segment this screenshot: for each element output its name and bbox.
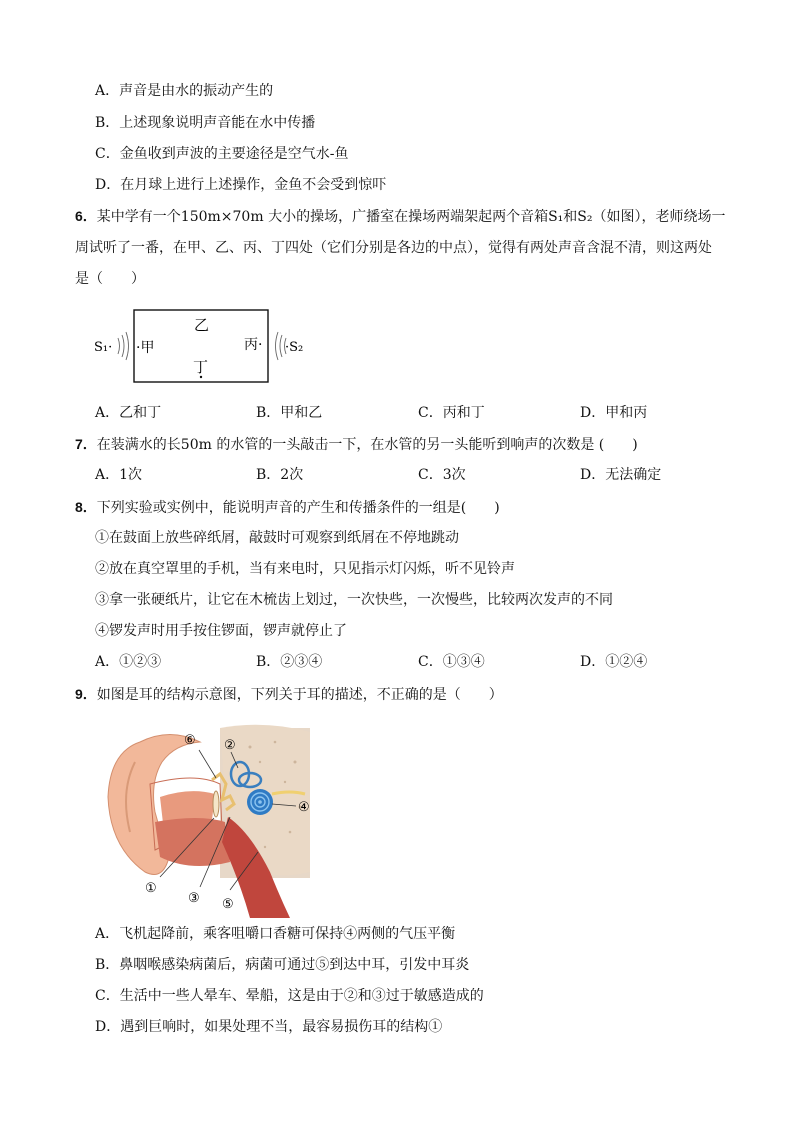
label-3: ③ [188, 891, 200, 906]
q6-number: 6． [75, 208, 97, 224]
q8-item-4: ④锣发声时用手按住锣面，锣声就停止了 [95, 623, 347, 639]
q7-number: 7． [75, 436, 97, 452]
label-yi: 乙 [194, 316, 210, 334]
cochlea [247, 789, 273, 815]
q6-option-d[interactable]: D．甲和丙 [580, 405, 648, 421]
q7-option-c[interactable]: C．3次 [418, 467, 466, 483]
q6-stem [75, 206, 725, 226]
label-bing: 丙· [244, 337, 263, 353]
q6-text-line2: 周试听了一番，在甲、乙、丙、丁四处（它们分别是各边的中点），觉得有两处声音含混不清，则这两处 [75, 240, 712, 256]
label-6: ⑥ [184, 733, 196, 748]
q9-option-d[interactable]: D．遇到巨响时，如果处理不当，最容易损伤耳的结构① [95, 1019, 443, 1035]
label-ding: 丁 [193, 358, 209, 376]
s1-sound-waves [118, 332, 129, 360]
q7-text: 在装满水的长50m 的水管的一头敲击一下，在水管的另一头能听到响声的次数是 ( ) [96, 437, 638, 453]
eardrum [213, 791, 219, 817]
q8-option-b[interactable]: B．②③④ [256, 654, 323, 670]
q9-text: 如图是耳的结构示意图，下列关于耳的描述，不正确的是（ ） [96, 687, 503, 703]
q6-option-c[interactable]: C．丙和丁 [418, 405, 485, 421]
label-jia: ·甲 [136, 340, 155, 356]
q6-text-line1: 某中学有一个150m×70m 大小的操场，广播室在操场两端架起两个音箱S₁和S₂（如图），老师绕场一 [96, 209, 726, 225]
q8-item-3: ③拿一张硬纸片，让它在木梳齿上划过，一次快些，一次慢些，比较两次发声的不同 [95, 592, 613, 608]
label-s2: ·S₂ [285, 340, 304, 355]
q5-option-c[interactable]: C．金鱼收到声波的主要途径是空气水-鱼 [95, 146, 349, 162]
q5-option-a[interactable]: A．声音是由水的振动产生的 [95, 83, 274, 99]
q5-option-b[interactable]: B．上述现象说明声音能在水中传播 [95, 115, 316, 131]
label-5: ⑤ [222, 897, 234, 912]
q9-option-c[interactable]: C．生活中一些人晕车、晕船，这是由于②和③过于敏感造成的 [95, 988, 484, 1004]
q8-item-2: ②放在真空罩里的手机，当有来电时，只见指示灯闪烁，听不见铃声 [95, 561, 515, 577]
q8-text: 下列实验或实例中，能说明声音的产生和传播条件的一组是( ) [96, 500, 500, 516]
q6-playground-figure [90, 300, 320, 390]
q8-option-c[interactable]: C．①③④ [418, 654, 485, 670]
q5-option-d[interactable]: D．在月球上进行上述操作，金鱼不会受到惊吓 [95, 177, 387, 193]
label-4: ④ [298, 800, 310, 815]
q6-option-b[interactable]: B．甲和乙 [256, 405, 323, 421]
q9-ear-structure-figure [100, 722, 340, 918]
q9-option-a[interactable]: A．飞机起降前，乘客咀嚼口香糖可保持④两侧的气压平衡 [95, 926, 456, 942]
label-s1: S₁· [94, 340, 113, 355]
label-1: ① [145, 881, 157, 896]
q7-option-d[interactable]: D．无法确定 [580, 467, 662, 483]
q6-text-line3: 是（ ） [75, 271, 145, 287]
q7-option-b[interactable]: B．2次 [256, 467, 304, 483]
q8-stem [75, 497, 500, 517]
q8-number: 8． [75, 499, 97, 515]
q7-option-a[interactable]: A．1次 [95, 467, 143, 483]
q9-option-b[interactable]: B．鼻咽喉感染病菌后，病菌可通过⑤到达中耳，引发中耳炎 [95, 957, 470, 973]
label-2: ② [224, 738, 236, 753]
q6-option-a[interactable]: A．乙和丁 [95, 405, 162, 421]
q8-item-1: ①在鼓面上放些碎纸屑，敲鼓时可观察到纸屑在不停地跳动 [95, 530, 459, 546]
q8-option-d[interactable]: D．①②④ [580, 654, 648, 670]
q8-option-a[interactable]: A．①②③ [95, 654, 162, 670]
q9-stem [75, 684, 503, 704]
ding-midpoint-dot [200, 376, 202, 378]
q7-stem [75, 434, 638, 454]
q9-number: 9． [75, 686, 97, 702]
